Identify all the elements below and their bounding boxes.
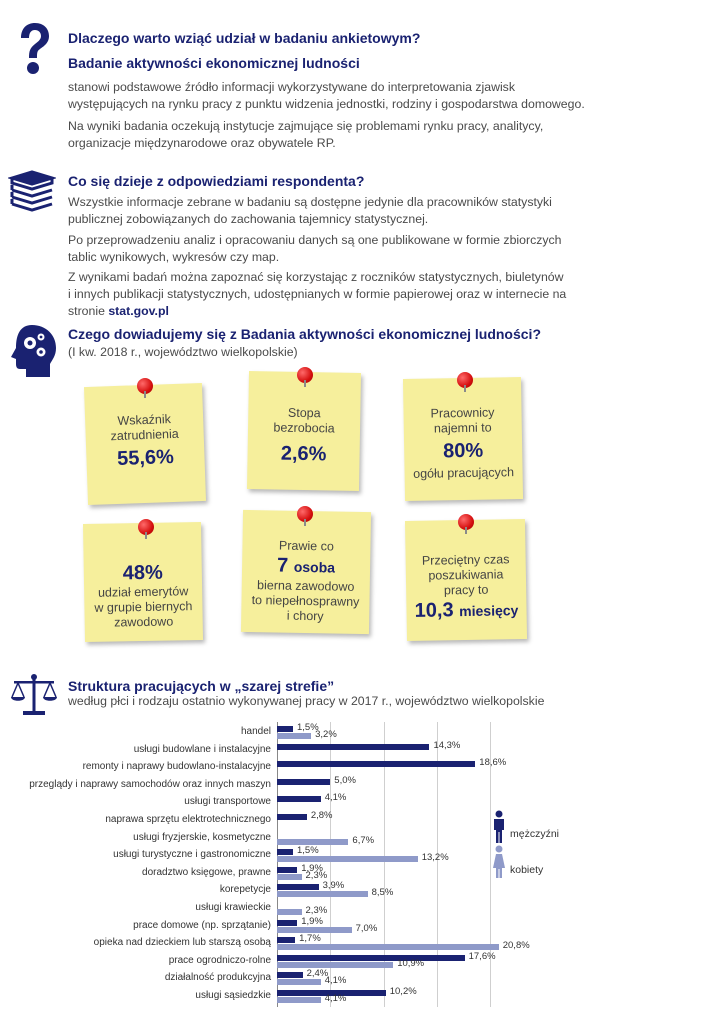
value-label-female: 2,3% bbox=[305, 905, 328, 916]
value-label-female: 10,9% bbox=[397, 957, 425, 969]
bar-male bbox=[277, 796, 321, 802]
note1-text2: zatrudnienia bbox=[110, 426, 179, 444]
bar-male bbox=[277, 972, 303, 978]
section3-subtitle: (I kw. 2018 r., województwo wielkopolskie) bbox=[68, 345, 298, 359]
note5-text1: Prawie co bbox=[278, 538, 335, 554]
section1-paragraph-2 bbox=[68, 118, 543, 152]
note3-text3: ogółu pracujących bbox=[413, 465, 515, 481]
note-employees bbox=[403, 377, 523, 501]
bar-female bbox=[277, 979, 321, 985]
value-label-female: 20,8% bbox=[502, 940, 530, 952]
bar-male bbox=[277, 761, 475, 767]
s2p1-line2: publicznej zobowiązanych do zachowania tajemnicy statystycznej. bbox=[68, 212, 429, 226]
note5-text2: bierna zawodowo bbox=[256, 578, 355, 594]
category-label: prace ogrodniczo-rolne bbox=[168, 954, 271, 966]
bar-female bbox=[277, 839, 348, 845]
category-label: usługi sąsiedzkie bbox=[195, 990, 271, 1001]
note6-unit: miesięcy bbox=[459, 602, 519, 620]
note4-text1: udział emerytów bbox=[97, 584, 189, 600]
question-mark-icon bbox=[16, 22, 52, 78]
s2p3-line2: i innych publikacji statystycznych, udostępnianych w formie papierowej oraz w internecie na bbox=[68, 287, 567, 301]
s2p3-line3: stronie bbox=[68, 304, 109, 318]
category-label: doradztwo księgowe, prawne bbox=[142, 866, 271, 878]
note4-value: 48% bbox=[122, 561, 164, 585]
value-label-male: 14,3% bbox=[433, 739, 461, 751]
bar-male bbox=[277, 884, 319, 890]
note1-value: 55,6% bbox=[116, 446, 175, 470]
bar-male bbox=[277, 955, 465, 961]
value-label-female: 4,1% bbox=[324, 975, 347, 987]
value-label-female: 7,0% bbox=[355, 922, 378, 934]
note5-text4: i chory bbox=[286, 608, 324, 624]
note6-value-row bbox=[406, 597, 526, 624]
head-gears-icon bbox=[10, 323, 58, 379]
pin-4 bbox=[138, 519, 154, 535]
value-label-female: 3,2% bbox=[315, 729, 337, 740]
note-disabled-inactive bbox=[241, 510, 371, 634]
note3-text2: najemni to bbox=[433, 420, 492, 436]
note3-value: 80% bbox=[443, 439, 484, 463]
note2-text1: Stopa bbox=[287, 405, 321, 421]
bar-female bbox=[277, 856, 418, 862]
note6-value: 10,3 bbox=[414, 599, 454, 622]
value-label-male: 18,6% bbox=[479, 757, 507, 769]
category-label: usługi transportowe bbox=[184, 796, 271, 808]
section2-paragraph-3 bbox=[68, 269, 566, 320]
note6-text3: pracy to bbox=[443, 582, 489, 598]
value-label-male: 1,5% bbox=[296, 722, 319, 733]
category-label: przeglądy i naprawy samochodów oraz innych maszyn bbox=[29, 778, 271, 790]
category-label: handel bbox=[240, 726, 271, 737]
bar-female bbox=[277, 733, 311, 739]
category-label: usługi turystyczne i gastronomiczne bbox=[113, 849, 271, 861]
section2-paragraph-1 bbox=[68, 194, 552, 228]
note5-text3: to niepełnosprawny bbox=[251, 593, 360, 609]
bar-male bbox=[277, 937, 295, 943]
value-label-male: 3,9% bbox=[322, 880, 345, 892]
bar-female bbox=[277, 997, 321, 1003]
value-label-female: 8,5% bbox=[371, 887, 394, 899]
value-label-female: 13,2% bbox=[421, 852, 449, 864]
pin-6 bbox=[458, 514, 474, 530]
value-label-male: 4,1% bbox=[324, 792, 347, 804]
note5-unit: osoba bbox=[293, 558, 336, 576]
category-label: opieka nad dzieckiem lub starszą osobą bbox=[93, 937, 271, 949]
category-label: usługi krawieckie bbox=[195, 902, 271, 913]
bar-female bbox=[277, 962, 393, 968]
category-label: prace domowe (np. sprzątanie) bbox=[133, 919, 271, 931]
s1p1-line2: występujących na rynku pracy z punktu widzenia jednostki, rodziny i gospodarstwa domowego. bbox=[68, 97, 585, 111]
note3-text1: Pracownicy bbox=[430, 405, 495, 421]
pin-3 bbox=[457, 372, 473, 388]
category-label: remonty i naprawy budowlano-instalacyjne bbox=[82, 761, 271, 773]
s1p2-line1: Na wyniki badania oczekują instytucje zajmujące się problemami rynku pracy, analitycy, bbox=[68, 119, 544, 133]
female-person-icon bbox=[492, 845, 506, 879]
bar-female bbox=[277, 909, 302, 915]
bar-male bbox=[277, 779, 330, 785]
s2p2-line2: tablic wynikowych, wykresów czy map. bbox=[68, 250, 280, 264]
value-label-male: 5,0% bbox=[334, 774, 356, 786]
stat-gov-link[interactable]: stat.gov.pl bbox=[108, 304, 169, 318]
note-unemployment-rate bbox=[247, 371, 361, 491]
note-job-search-time bbox=[405, 519, 527, 641]
s1p1-line1: stanowi podstawowe źródło informacji wykorzystywane do interpretowania zjawisk bbox=[68, 80, 515, 94]
bar-male bbox=[277, 920, 297, 926]
value-label-male: 2,4% bbox=[306, 968, 329, 980]
note4-text2: w grupie biernych bbox=[94, 599, 193, 615]
category-label: usługi budowlane i instalacyjne bbox=[133, 743, 271, 755]
value-label-male: 1,9% bbox=[301, 915, 323, 927]
value-label-male: 2,8% bbox=[310, 810, 333, 821]
note6-text2: poszukiwania bbox=[428, 567, 504, 583]
note5-value-row bbox=[242, 553, 370, 580]
section2-title: Co się dzieje z odpowiedziami respondenta? bbox=[68, 173, 365, 189]
section1-title: Dlaczego warto wziąć udział w badaniu ankietowym? bbox=[68, 30, 421, 46]
value-label-female: 2,3% bbox=[305, 869, 328, 881]
scales-icon bbox=[10, 673, 58, 717]
value-label-male: 1,9% bbox=[301, 862, 323, 874]
s2p2-line1: Po przeprowadzeniu analiz i opracowaniu danych są one publikowane w formie zbiorczych bbox=[68, 233, 562, 247]
value-label-female: 6,7% bbox=[352, 834, 375, 846]
note-retirees-share bbox=[83, 522, 203, 642]
bar-male bbox=[277, 867, 297, 873]
category-label: naprawa sprzętu elektrotechnicznego bbox=[105, 814, 271, 825]
s2p1-line1: Wszystkie informacje zebrane w badaniu są dostępne jedynie dla pracowników statystyki bbox=[68, 195, 552, 209]
bar-male bbox=[277, 726, 293, 732]
section4-title: Struktura pracujących w „szarej strefie” bbox=[68, 678, 335, 694]
pin-1 bbox=[137, 378, 153, 394]
books-icon bbox=[8, 170, 56, 216]
legend-male-label: mężczyźni bbox=[510, 828, 560, 840]
section2-paragraph-2 bbox=[68, 232, 562, 266]
pin-5 bbox=[297, 506, 313, 522]
note2-text2: bezrobocia bbox=[273, 420, 335, 436]
note1-text1: Wskaźnik bbox=[117, 412, 172, 428]
category-label: usługi fryzjerskie, kosmetyczne bbox=[133, 831, 271, 843]
bar-male bbox=[277, 849, 293, 855]
value-label-female: 4,1% bbox=[324, 993, 347, 1004]
bar-female bbox=[277, 927, 352, 933]
bar-male bbox=[277, 744, 429, 750]
section3-title: Czego dowiadujemy się z Badania aktywności ekonomicznej ludności? bbox=[68, 326, 541, 342]
bar-male bbox=[277, 814, 307, 820]
note5-value: 7 bbox=[276, 554, 289, 577]
note2-value: 2,6% bbox=[280, 442, 327, 466]
bar-female bbox=[277, 944, 499, 950]
value-label-male: 1,5% bbox=[296, 845, 319, 857]
s1p2-line2: organizacje międzynarodowe oraz obywatele RP. bbox=[68, 136, 336, 150]
section1-subtitle: Badanie aktywności ekonomicznej ludności bbox=[68, 55, 360, 71]
note6-text1: Przeciętny czas bbox=[421, 552, 510, 568]
bar-female bbox=[277, 891, 368, 897]
note4-text3: zawodowo bbox=[114, 614, 174, 630]
value-label-male: 1,7% bbox=[299, 933, 321, 945]
legend-female-label: kobiety bbox=[510, 864, 544, 876]
section1-paragraph-1 bbox=[68, 79, 585, 113]
category-label: korepetycje bbox=[219, 884, 271, 896]
note-employment-rate bbox=[84, 383, 206, 505]
bar-female bbox=[277, 874, 302, 880]
pin-2 bbox=[297, 367, 313, 383]
value-label-male: 10,2% bbox=[389, 986, 417, 997]
s2p3-line1: Z wynikami badań można zapoznać się korzystając z roczników statystycznych, biuletynów bbox=[68, 270, 564, 284]
category-label: działalność produkcyjna bbox=[164, 972, 271, 984]
section4-subtitle: według płci i rodzaju ostatnio wykonywanej pracy w 2017 r., województwo wielkopolskie bbox=[68, 694, 545, 708]
value-label-male: 17,6% bbox=[468, 950, 496, 962]
male-person-icon bbox=[492, 810, 506, 844]
